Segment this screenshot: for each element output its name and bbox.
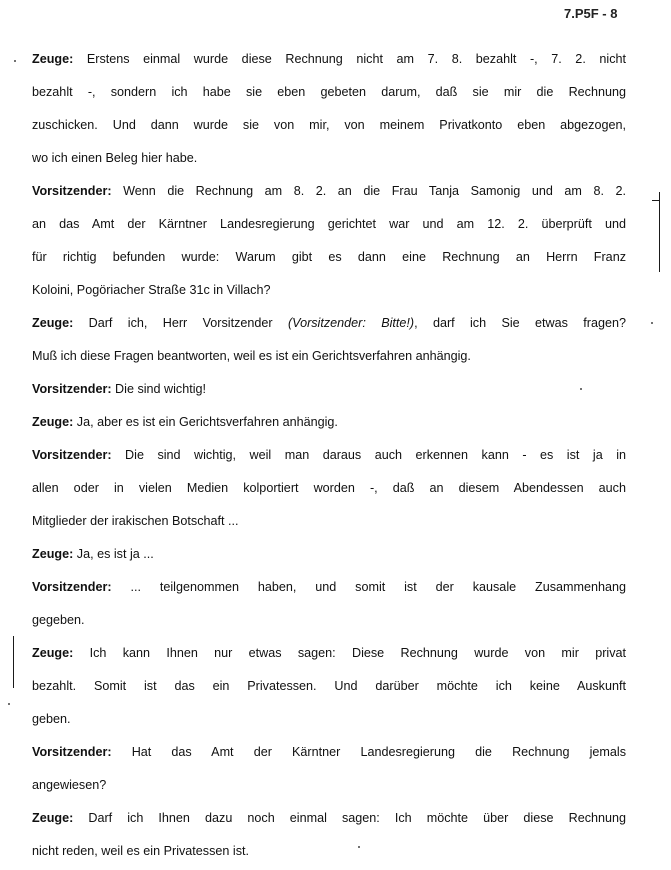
statement-text: Wenn die Rechnung am 8. 2. an die Frau Tanja Samonig und am 8. 2. — [123, 184, 627, 198]
transcript-line: an das Amt der Kärntner Landesregierung gerichtet war und am 12. 2. überprüft und — [32, 217, 626, 231]
transcript-line — [32, 51, 626, 67]
speaker-label: Vorsitzender: — [32, 382, 112, 396]
speaker-label: Vorsitzender: — [32, 580, 112, 594]
transcript-line — [32, 315, 626, 331]
transcript-line: bezahlt -, sondern ich habe sie eben gebeten darum, daß sie mir die Rechnung — [32, 85, 626, 99]
transcript-line: Mitglieder der irakischen Botschaft ... — [32, 514, 239, 528]
transcript-line — [32, 546, 626, 562]
statement-text: , darf ich Sie etwas fragen? — [414, 316, 626, 330]
transcript-line: zuschicken. Und dann wurde sie von mir, von meinem Privatkonto eben abgezogen, — [32, 118, 626, 132]
statement-text: Ich kann Ihnen nur etwas sagen: Diese Rechnung wurde von mir privat — [89, 646, 626, 660]
transcript-line: angewiesen? — [32, 778, 107, 792]
statement-text: Erstens einmal wurde diese Rechnung nicht am 7. 8. bezahlt -, 7. 2. nicht — [86, 52, 626, 66]
speaker-label: Zeuge: — [32, 316, 74, 330]
page-number: 7.P5F - 8 — [564, 6, 618, 21]
statement-text: Ja, es ist ja ... — [76, 547, 154, 561]
scan-speck — [14, 60, 16, 62]
scan-speck — [8, 703, 10, 705]
speaker-label: Zeuge: — [32, 52, 74, 66]
statement-text: Hat das Amt der Kärntner Landesregierung die Rechnung jemals — [131, 745, 627, 759]
transcript-line: bezahlt. Somit ist das ein Privatessen. Und darüber möchte ich keine Auskunft — [32, 679, 626, 693]
transcript-line — [32, 414, 626, 430]
speaker-label: Zeuge: — [32, 415, 74, 429]
scan-speck — [580, 388, 582, 390]
statement-text: Die sind wichtig! — [115, 382, 207, 396]
speaker-label: Vorsitzender: — [32, 448, 112, 462]
speaker-label: Zeuge: — [32, 646, 74, 660]
transcript-line — [32, 381, 626, 397]
transcript-line — [32, 810, 626, 826]
transcript-line: wo ich einen Beleg hier habe. — [32, 151, 198, 165]
transcript-line: Muß ich diese Fragen beantworten, weil es ist ein Gerichtsverfahren anhängig. — [32, 349, 471, 363]
speaker-label: Zeuge: — [32, 547, 74, 561]
speaker-label: Vorsitzender: — [32, 184, 112, 198]
scan-speck — [358, 846, 360, 848]
statement-text: Darf ich, Herr Vorsitzender — [88, 316, 273, 330]
statement-text: Ja, aber es ist ein Gerichtsverfahren anhängig. — [76, 415, 338, 429]
transcript-line: nicht reden, weil es ein Privatessen ist. — [32, 844, 249, 858]
speaker-label: Vorsitzender: — [32, 745, 112, 759]
speaker-label: Zeuge: — [32, 811, 74, 825]
statement-text: ... teilgenommen haben, und somit ist der kausale Zusammenhang — [130, 580, 627, 594]
transcript-line: für richtig befunden wurde: Warum gibt es dann eine Rechnung an Herrn Franz — [32, 250, 626, 264]
transcript-line — [32, 447, 626, 463]
margin-bracket-mark — [659, 192, 660, 272]
statement-text: Die sind wichtig, weil man daraus auch erkennen kann - es ist ja in — [125, 448, 626, 462]
margin-bracket-mark — [13, 636, 14, 688]
transcript-line — [32, 645, 626, 661]
transcript-line: allen oder in vielen Medien kolportiert worden -, daß an diesem Abendessen auch — [32, 481, 626, 495]
transcript-line: geben. — [32, 712, 71, 726]
transcript-line — [32, 744, 626, 760]
transcript-line: gegeben. — [32, 613, 85, 627]
statement-text: Darf ich Ihnen dazu noch einmal sagen: Ich möchte über diese Rechnung — [88, 811, 627, 825]
scan-speck — [651, 322, 653, 324]
transcript-line: Koloini, Pogöriacher Straße 31c in Villach? — [32, 283, 271, 297]
transcript-line — [32, 579, 626, 595]
margin-tick-mark — [652, 200, 660, 201]
interjection-text: (Vorsitzender: Bitte!) — [287, 316, 415, 330]
transcript-line — [32, 183, 626, 199]
